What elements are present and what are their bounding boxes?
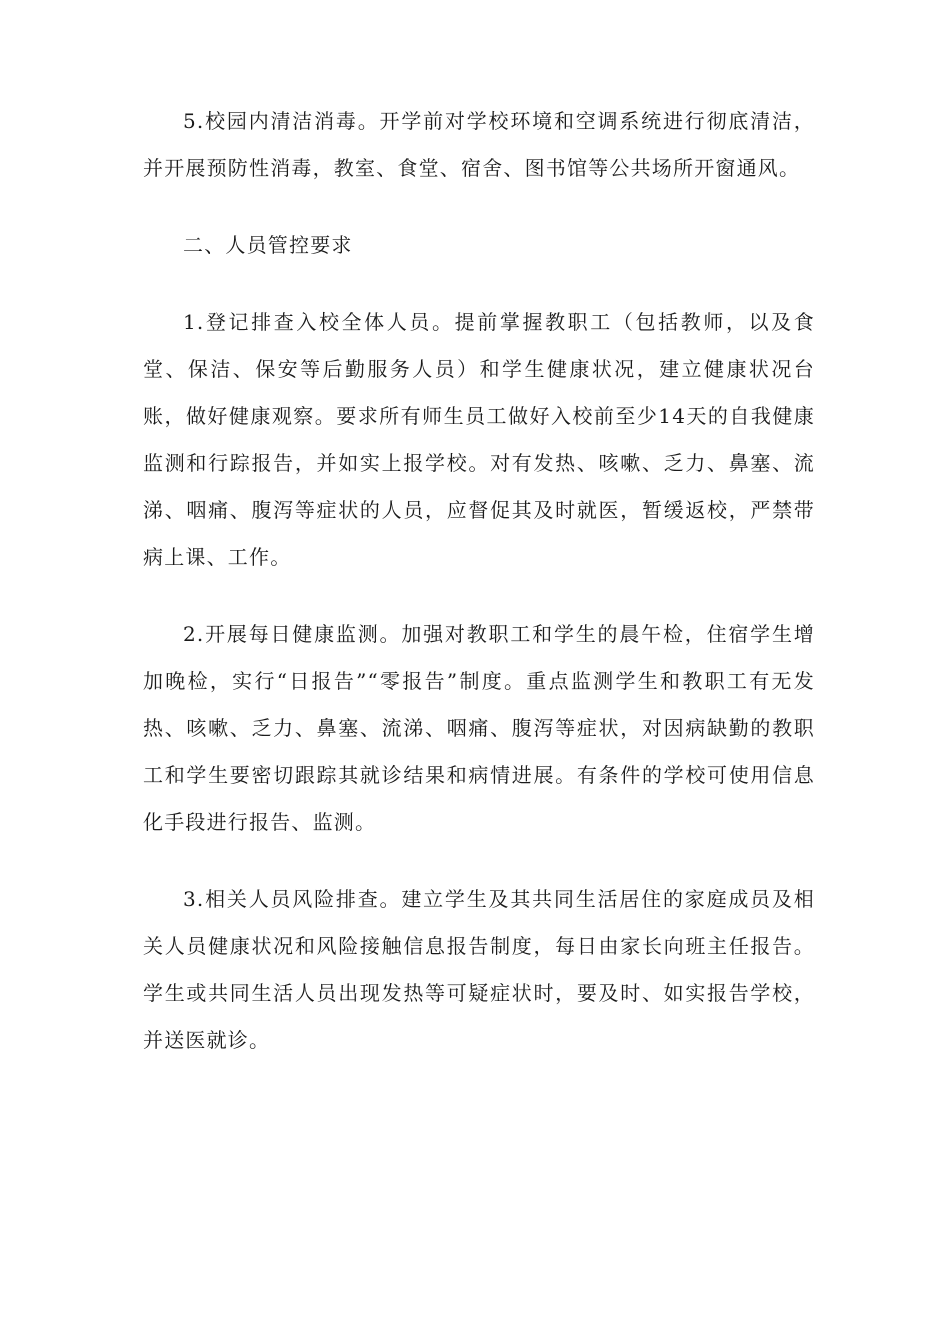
document-body	[143, 98, 815, 1094]
paragraph-campus-disinfection: 5.校园内清洁消毒。开学前对学校环境和空调系统进行彻底清洁，并开展预防性消毒，教室、食堂、宿舍、图书馆等公共场所开窗通风。	[143, 109, 815, 180]
section-heading-personnel-control: 二、人员管控要求	[183, 233, 353, 257]
paragraph-risk-screening: 3.相关人员风险排查。建立学生及其共同生活居住的家庭成员及相关人员健康状况和风险接触信息报告制度，每日由家长向班主任报告。学生或共同生活人员出现发热等可疑症状时，要及时、如实报告学校，并送医就诊。	[143, 887, 815, 1052]
paragraph-daily-health-monitoring: 2.开展每日健康监测。加强对教职工和学生的晨午检，住宿学生增加晚检，实行“日报告”“零报告”制度。重点监测学生和教职工有无发热、咳嗽、乏力、鼻塞、流涕、咽痛、腹泻等症状，对因病缺勤的教职工和学生要密切跟踪其就诊结果和病情进展。有条件的学校可使用信息化手段进行报告、监测。	[143, 622, 815, 834]
paragraph-registration-screening: 1.登记排查入校全体人员。提前掌握教职工（包括教师，以及食堂、保洁、保安等后勤服务人员）和学生健康状况，建立健康状况台账，做好健康观察。要求所有师生员工做好入校前至少14天的自我健康监测和行踪报告，并如实上报学校。对有发热、咳嗽、乏力、鼻塞、流涕、咽痛、腹泻等症状的人员，应督促其及时就医，暂缓返校，严禁带病上课、工作。	[143, 310, 815, 569]
